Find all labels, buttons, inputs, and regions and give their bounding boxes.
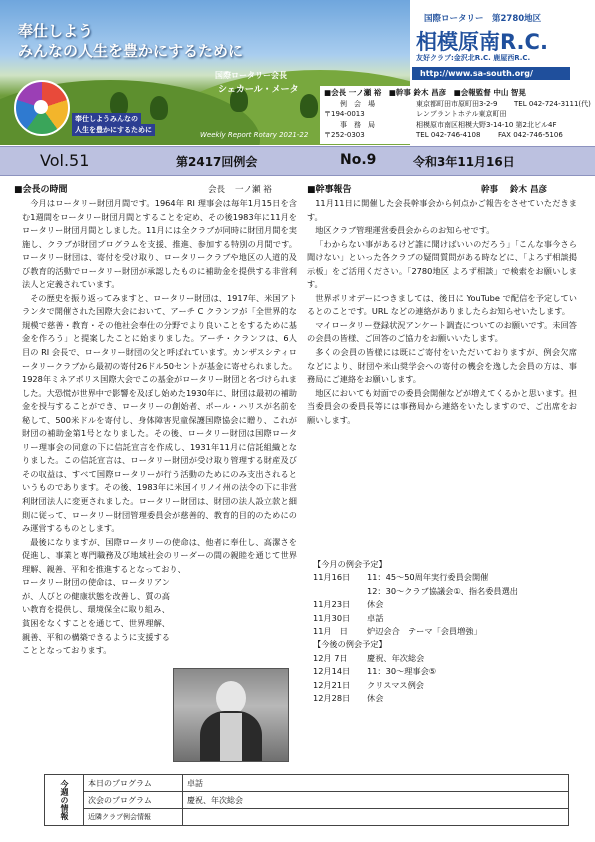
issue-number: No.9 xyxy=(340,152,377,168)
weekly-info-label: 近隣クラブ例会情報 xyxy=(84,809,183,826)
rotary-theme-label-2: シェカール・メータ xyxy=(218,85,299,95)
table-row xyxy=(45,809,569,826)
weekly-info-value: 卓話 xyxy=(183,775,569,792)
next-schedule-row: 12月14日 11：30～理事会⑤ xyxy=(313,666,437,677)
schedule-heading: 【今月の例会予定】 xyxy=(313,559,387,569)
office-zip: 〒252-0303 xyxy=(324,131,365,139)
slogan-line-1: 奉仕しよう xyxy=(18,22,94,40)
meeting-place-label: 例 会 場 xyxy=(340,100,375,108)
president-article xyxy=(22,197,297,658)
secretary-name: 鈴木 昌彦 xyxy=(510,185,547,195)
secretary-paragraph-2: 地区クラブ管理運営委員会からのお知らせです。 xyxy=(315,225,495,236)
next-schedule-row: 12月28日 休会 xyxy=(313,693,384,704)
officers-line: ■会長 一ノ瀬 裕 ■幹事 鈴木 昌彦 ■会報監督 中山 智晃 xyxy=(324,88,526,97)
weekly-report-label: Weekly Report Rotary 2021-22 xyxy=(200,131,309,139)
weekly-info-label: 本日のプログラム xyxy=(84,775,183,792)
secretary-paragraph-6: 多くの会員の皆様には既にご寄付をいただいておりますが、例会欠席などにより、財団や米山奨学会への寄付の機会を逸した会員の方は、事務局にご連絡をお願いします。 xyxy=(307,347,577,385)
president-paragraph-tail: ロータリー財団の使命は、ロータリアンが、人びとの健康状態を改善し、質の高い教育を提供し、環境保全に取り組み、貧困をなくすことを通じて、世界理解、親善、平和の構築できるように支援することとなっております。 xyxy=(22,577,170,656)
president-paragraph-2: その歴史を振り返ってみますと、ロータリー財団は、1917年、米国アトランタで開催された国際大会において、アーチ C クランフが「全世界的な規模で慈善・教育・その他社会奉仕の分野でより良いことをするために基金を作ろう」と提案したことに始まりました。アーチ・クランフは、6人目の RI 会長で、ロータリー財団の父と呼ばれています。カンザスシティロータリークラブから最初の寄付26ドル50セントが基金に寄せられました。1928年ミネアポリス国際大会でこの基金がロータリー財団と名づけられました。大恐慌が世界中で影響を及ぼし始めた1930年に、財団は最初の補助金を授与することができ、ロータリーの創始者、ポール・ハリスが名前を秘して、500米ドルを寄付し、身体障害児童保護国際協会に贈り、これが財団の補助金第1号となりました。その後、ロータリー財団は国際ロータリー理事会の同意の下に信託宣言を作成し、1931年11月に信託組織となりました。この信託宣言は、ロータリー財団が受け取り管理する財産及びその収益は、すべて国際ロータリーが行う活動のためにのみ支出されるというものであります。その後、1983年に米国イリノイ州の法令の下に非営利財団法人に変更されました。ロータリー財団は、財団の法人設立款と細則に従って、ロータリー財団管理委員会が慈善的、教育的目的のためにのみ運営するものとします。 xyxy=(22,292,297,534)
secretary-role: 幹事 xyxy=(481,185,499,195)
issue-bar xyxy=(0,146,595,176)
sister-clubs: 友好クラブ:金沢北R.C. 鹿屋西R.C. xyxy=(416,54,531,62)
weekly-info-value xyxy=(183,809,569,826)
secretary-paragraph-5: マイロータリー登録状況アンケート調査についてのお願いです。未回答の会員の皆様、ご回答のご協力をお願いいたします。 xyxy=(307,319,577,344)
weekly-info-table xyxy=(44,774,569,826)
secretary-heading: ■幹事報告 xyxy=(307,185,352,195)
schedule-row: 12：30～クラブ協議会①、指名委員選出 xyxy=(367,585,518,596)
weekly-info-label: 次会のプログラム xyxy=(84,792,183,809)
meeting-place-hotel: レンブラントホテル東京町田 xyxy=(416,110,507,118)
slogan-line-2: みんなの人生を豊かにするために xyxy=(18,42,244,60)
secretary-paragraph-3: 「わからない事があるけど誰に聞けばいいのだろう」「こんな事今さら聞けない」といった各クラブの疑問質問がある時などに、「よろず相談掲示板」をご活用ください。「2780地区 よろず相談」で検索をお願いします。 xyxy=(307,238,577,290)
meeting-place-tel: TEL 042-724-3111(代) xyxy=(514,100,591,108)
schedule-block xyxy=(313,558,583,705)
president-role: 会長 xyxy=(208,185,226,195)
next-schedule-row: 12月 7日 慶祝、年次総会 xyxy=(313,652,425,663)
table-row xyxy=(45,775,569,792)
secretary-paragraph-1: 11月11日に開催した会長幹事会から何点かご報告をさせていただきます。 xyxy=(307,198,577,222)
meeting-place-address: 東京都町田市原町田3-2-9 xyxy=(416,100,498,108)
secretary-paragraph-4: 世界ポリオデーにつきましては、後日に YouTube で配信を予定しているとのことです。URL などの連絡がありましたらお知らせいたします。 xyxy=(307,292,577,317)
logo-text-2: 人生を豊かにするために xyxy=(72,124,155,136)
president-heading: ■会長の時間 xyxy=(14,185,68,195)
secretary-paragraph-7: 地区においても対面での委員会開催などが増えてくるかと思います。担当委員会の委員長等には事務局から連絡をいたしますので、ご出席をお願いします。 xyxy=(307,387,577,425)
president-paragraph-3: 最後になりますが、国際ロータリーの使命は、他者に奉仕し、高潔さを促進し、事業と専門職務及び地域社会のリーダーの間の親睦を通じて世界理解、親善、平和を推進するとなっており、 xyxy=(22,536,297,574)
table-row xyxy=(45,792,569,809)
president-photo xyxy=(173,668,289,762)
president-name: 一ノ瀬 裕 xyxy=(235,185,272,195)
schedule-row: 11月30日 卓話 xyxy=(313,612,384,623)
club-website-link[interactable]: http://www.sa-south.org/ xyxy=(412,67,570,80)
logo-center xyxy=(34,100,48,114)
office-tel: TEL 042-746-4108 xyxy=(416,131,481,139)
logo-text-1: 奉仕しようみんなの xyxy=(72,113,141,125)
next-schedule-heading: 【今後の例会予定】 xyxy=(313,639,387,650)
weekly-info-side-label: 今週の情報 xyxy=(45,775,84,826)
secretary-article xyxy=(307,197,577,427)
meeting-place-zip: 〒194-0013 xyxy=(324,110,365,118)
president-paragraph-1: 今月はロータリー財団月間です。1964年 RI 理事会は毎年1月15日を含む1週間をロータリー財団月間とすることを定め、その後1983年に11月をロータリー財団月間としました。11月には全クラブが同時に財団月間を実施し、クラブが財団プログラムを支援、推進、参加する特別の月間です。ロータリー財団は、寄付を受け取り、ロータリークラブや地区の人道的及び教育的活動でロータリー財団が承認したものに補助金を提供する非営利法人と定義されています。 xyxy=(22,198,297,290)
district-label: 国際ロータリー 第2780地区 xyxy=(424,14,542,24)
schedule-row: 11月16日 11：45～50周年実行委員会開催 xyxy=(313,572,489,583)
office-address: 相模原市南区相模大野3-14-10 第2北ビル4F xyxy=(416,121,557,129)
meeting-date: 令和3年11月16日 xyxy=(413,155,515,169)
meeting-number: 第2417回例会 xyxy=(176,155,258,169)
office-fax: FAX 042-746-5106 xyxy=(498,131,563,139)
weekly-info-value: 慶祝、年次総会 xyxy=(183,792,569,809)
club-info-box xyxy=(320,86,592,144)
schedule-row: 11月 日 炉辺会合 テーマ「会員増強」 xyxy=(313,626,482,637)
volume-number: Vol.51 xyxy=(40,151,90,170)
next-schedule-row: 12月21日 クリスマス例会 xyxy=(313,679,424,690)
schedule-row: 11月23日 休会 xyxy=(313,599,384,610)
club-name: 相模原南R.C. xyxy=(416,30,548,54)
rotary-theme-label-1: 国際ロータリー会長 xyxy=(215,71,287,80)
office-label: 事 務 局 xyxy=(340,121,375,129)
